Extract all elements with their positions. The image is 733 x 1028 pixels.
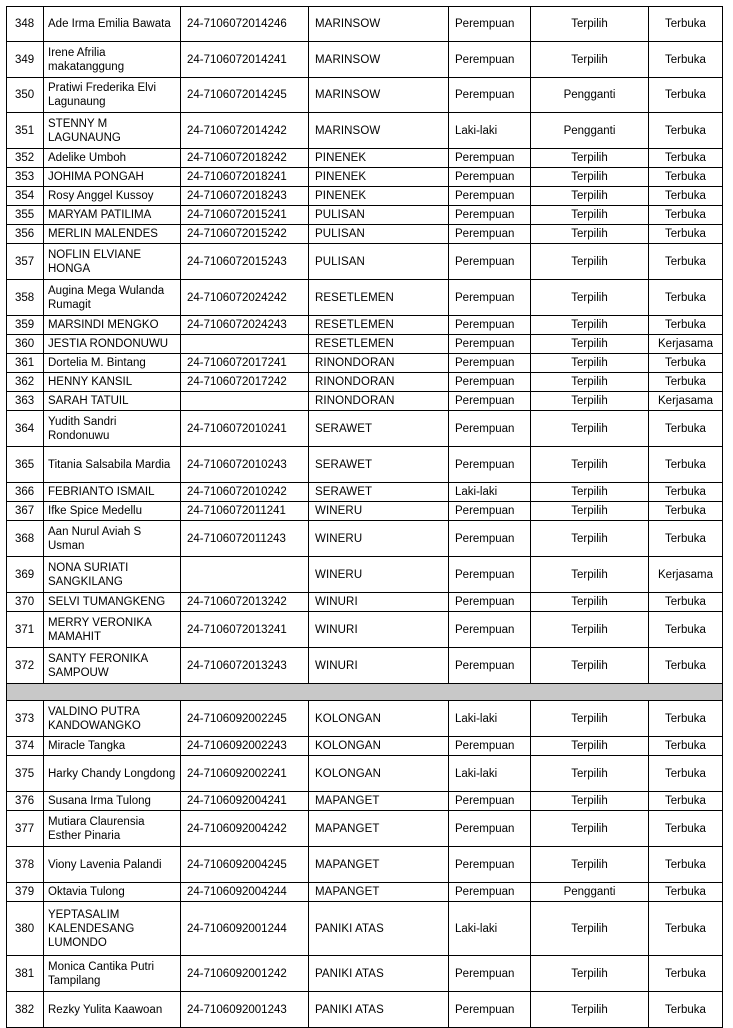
village-name-cell: RESETLEMEN xyxy=(309,335,449,354)
row-number-cell: 372 xyxy=(7,648,44,684)
participant-id-cell: 24-7106072014245 xyxy=(181,78,309,113)
row-number-cell: 354 xyxy=(7,187,44,206)
participant-id-cell xyxy=(181,392,309,411)
participant-id-cell: 24-7106072014241 xyxy=(181,42,309,78)
gender-cell: Perempuan xyxy=(449,316,531,335)
row-number-cell: 363 xyxy=(7,392,44,411)
selection-status-cell: Terpilih xyxy=(531,411,649,447)
participant-name-cell: Dortelia M. Bintang xyxy=(44,354,181,373)
participant-name-cell: Adelike Umboh xyxy=(44,149,181,168)
gender-cell: Laki-laki xyxy=(449,113,531,149)
participant-name-cell: NONA SURIATI SANGKILANG xyxy=(44,557,181,593)
selection-status-cell: Terpilih xyxy=(531,847,649,883)
registration-type-cell: Terbuka xyxy=(649,244,723,280)
village-name-cell: KOLONGAN xyxy=(309,756,449,792)
selection-status-cell: Terpilih xyxy=(531,373,649,392)
village-name-cell: RESETLEMEN xyxy=(309,316,449,335)
participant-name-cell: STENNY M LAGUNAUNG xyxy=(44,113,181,149)
participant-id-cell: 24-7106072011241 xyxy=(181,502,309,521)
table-row xyxy=(7,244,723,280)
table-row xyxy=(7,7,723,42)
registration-type-cell: Terbuka xyxy=(649,354,723,373)
village-name-cell: SERAWET xyxy=(309,411,449,447)
selection-status-cell: Terpilih xyxy=(531,521,649,557)
participant-name-cell: SELVI TUMANGKENG xyxy=(44,593,181,612)
selection-status-cell: Terpilih xyxy=(531,483,649,502)
selection-status-cell: Terpilih xyxy=(531,756,649,792)
participant-id-cell: 24-7106092004244 xyxy=(181,883,309,902)
gender-cell: Laki-laki xyxy=(449,701,531,737)
village-name-cell: PINENEK xyxy=(309,149,449,168)
selection-status-cell: Terpilih xyxy=(531,992,649,1028)
registration-type-cell: Terbuka xyxy=(649,7,723,42)
participant-id-cell: 24-7106092002243 xyxy=(181,737,309,756)
selection-status-cell: Terpilih xyxy=(531,701,649,737)
participant-id-cell: 24-7106092001242 xyxy=(181,956,309,992)
selection-status-cell: Terpilih xyxy=(531,7,649,42)
registration-type-cell: Terbuka xyxy=(649,648,723,684)
participant-id-cell: 24-7106072024242 xyxy=(181,280,309,316)
participant-name-cell: Augina Mega Wulanda Rumagit xyxy=(44,280,181,316)
participant-name-cell: Ifke Spice Medellu xyxy=(44,502,181,521)
village-name-cell: WINERU xyxy=(309,521,449,557)
participant-id-cell: 24-7106072014242 xyxy=(181,113,309,149)
participant-name-cell: FEBRIANTO ISMAIL xyxy=(44,483,181,502)
gender-cell: Perempuan xyxy=(449,354,531,373)
table-row xyxy=(7,168,723,187)
row-number-cell: 367 xyxy=(7,502,44,521)
village-name-cell: PANIKI ATAS xyxy=(309,992,449,1028)
registration-type-cell: Terbuka xyxy=(649,168,723,187)
participant-id-cell: 24-7106072015243 xyxy=(181,244,309,280)
registration-type-cell: Terbuka xyxy=(649,883,723,902)
participant-id-cell: 24-7106092001243 xyxy=(181,992,309,1028)
selection-status-cell: Terpilih xyxy=(531,557,649,593)
participant-id-cell: 24-7106072010243 xyxy=(181,447,309,483)
participant-name-cell: MERLIN MALENDES xyxy=(44,225,181,244)
gender-cell: Perempuan xyxy=(449,42,531,78)
participant-id-cell: 24-7106072024243 xyxy=(181,316,309,335)
selection-status-cell: Terpilih xyxy=(531,149,649,168)
selection-status-cell: Terpilih xyxy=(531,447,649,483)
row-number-cell: 377 xyxy=(7,811,44,847)
table-row xyxy=(7,701,723,737)
selection-status-cell: Terpilih xyxy=(531,354,649,373)
participant-name-cell: YEPTASALIM KALENDESANG LUMONDO xyxy=(44,902,181,956)
registration-type-cell: Terbuka xyxy=(649,42,723,78)
registration-type-cell: Terbuka xyxy=(649,792,723,811)
registration-type-cell: Terbuka xyxy=(649,187,723,206)
village-name-cell: RESETLEMEN xyxy=(309,280,449,316)
row-number-cell: 364 xyxy=(7,411,44,447)
participant-id-cell: 24-7106092004242 xyxy=(181,811,309,847)
selection-status-cell: Terpilih xyxy=(531,206,649,225)
selection-status-cell: Terpilih xyxy=(531,335,649,354)
gender-cell: Perempuan xyxy=(449,225,531,244)
registration-type-cell: Terbuka xyxy=(649,956,723,992)
table-row xyxy=(7,847,723,883)
table-row xyxy=(7,883,723,902)
selection-status-cell: Terpilih xyxy=(531,737,649,756)
participant-name-cell: Oktavia Tulong xyxy=(44,883,181,902)
participant-id-cell: 24-7106072014246 xyxy=(181,7,309,42)
registration-type-cell: Terbuka xyxy=(649,373,723,392)
participant-name-cell: Monica Cantika Putri Tampilang xyxy=(44,956,181,992)
gender-cell: Perempuan xyxy=(449,521,531,557)
table-row xyxy=(7,225,723,244)
row-number-cell: 357 xyxy=(7,244,44,280)
village-name-cell: SERAWET xyxy=(309,447,449,483)
gender-cell: Perempuan xyxy=(449,557,531,593)
selection-status-cell: Terpilih xyxy=(531,392,649,411)
participant-name-cell: MERRY VERONIKA MAMAHIT xyxy=(44,612,181,648)
row-number-cell: 362 xyxy=(7,373,44,392)
participant-id-cell: 24-7106072013243 xyxy=(181,648,309,684)
registration-type-cell: Terbuka xyxy=(649,149,723,168)
participant-name-cell: Mutiara Claurensia Esther Pinaria xyxy=(44,811,181,847)
table-row xyxy=(7,447,723,483)
registration-type-cell: Terbuka xyxy=(649,113,723,149)
village-name-cell: PINENEK xyxy=(309,187,449,206)
row-number-cell: 382 xyxy=(7,992,44,1028)
gender-cell: Perempuan xyxy=(449,792,531,811)
registration-type-cell: Terbuka xyxy=(649,502,723,521)
participant-id-cell: 24-7106092002245 xyxy=(181,701,309,737)
row-number-cell: 351 xyxy=(7,113,44,149)
registration-type-cell: Terbuka xyxy=(649,225,723,244)
table-row xyxy=(7,521,723,557)
village-name-cell: WINURI xyxy=(309,593,449,612)
participant-id-cell: 24-7106072011243 xyxy=(181,521,309,557)
row-number-cell: 370 xyxy=(7,593,44,612)
table-row xyxy=(7,78,723,113)
row-number-cell: 356 xyxy=(7,225,44,244)
gender-cell: Perempuan xyxy=(449,593,531,612)
selection-status-cell: Terpilih xyxy=(531,316,649,335)
gender-cell: Perempuan xyxy=(449,187,531,206)
table-row xyxy=(7,557,723,593)
table-row xyxy=(7,612,723,648)
row-number-cell: 365 xyxy=(7,447,44,483)
registration-type-cell: Kerjasama xyxy=(649,392,723,411)
gender-cell: Perempuan xyxy=(449,447,531,483)
selection-status-cell: Terpilih xyxy=(531,42,649,78)
registration-type-cell: Terbuka xyxy=(649,206,723,225)
village-name-cell: WINERU xyxy=(309,502,449,521)
registration-type-cell: Terbuka xyxy=(649,593,723,612)
selection-status-cell: Pengganti xyxy=(531,78,649,113)
gender-cell: Perempuan xyxy=(449,206,531,225)
selection-status-cell: Terpilih xyxy=(531,187,649,206)
village-name-cell: MAPANGET xyxy=(309,811,449,847)
row-number-cell: 349 xyxy=(7,42,44,78)
row-number-cell: 375 xyxy=(7,756,44,792)
participant-name-cell: Susana Irma Tulong xyxy=(44,792,181,811)
gender-cell: Laki-laki xyxy=(449,483,531,502)
row-number-cell: 350 xyxy=(7,78,44,113)
participant-name-cell: Aan Nurul Aviah S Usman xyxy=(44,521,181,557)
village-name-cell: RINONDORAN xyxy=(309,392,449,411)
row-number-cell: 358 xyxy=(7,280,44,316)
participant-id-cell: 24-7106092002241 xyxy=(181,756,309,792)
participant-name-cell: MARSINDI MENGKO xyxy=(44,316,181,335)
table-row xyxy=(7,593,723,612)
gender-cell: Perempuan xyxy=(449,847,531,883)
registration-type-cell: Terbuka xyxy=(649,701,723,737)
table-row xyxy=(7,280,723,316)
table-row xyxy=(7,483,723,502)
gender-cell: Perempuan xyxy=(449,168,531,187)
village-name-cell: SERAWET xyxy=(309,483,449,502)
gender-cell: Perempuan xyxy=(449,956,531,992)
village-name-cell: RINONDORAN xyxy=(309,354,449,373)
participant-name-cell: Rezky Yulita Kaawoan xyxy=(44,992,181,1028)
gender-cell: Perempuan xyxy=(449,992,531,1028)
participant-id-cell xyxy=(181,335,309,354)
participant-table xyxy=(6,6,723,1028)
participant-name-cell: Miracle Tangka xyxy=(44,737,181,756)
participant-id-cell: 24-7106072010242 xyxy=(181,483,309,502)
registration-type-cell: Terbuka xyxy=(649,447,723,483)
gender-cell: Perempuan xyxy=(449,335,531,354)
row-number-cell: 366 xyxy=(7,483,44,502)
participant-name-cell: NOFLIN ELVIANE HONGA xyxy=(44,244,181,280)
registration-type-cell: Terbuka xyxy=(649,992,723,1028)
table-row xyxy=(7,811,723,847)
row-number-cell: 374 xyxy=(7,737,44,756)
registration-type-cell: Terbuka xyxy=(649,612,723,648)
selection-status-cell: Pengganti xyxy=(531,883,649,902)
village-name-cell: PULISAN xyxy=(309,244,449,280)
gender-cell: Perempuan xyxy=(449,373,531,392)
registration-type-cell: Terbuka xyxy=(649,483,723,502)
village-name-cell: PANIKI ATAS xyxy=(309,902,449,956)
gender-cell: Laki-laki xyxy=(449,756,531,792)
participant-id-cell: 24-7106072018243 xyxy=(181,187,309,206)
participant-id-cell: 24-7106072010241 xyxy=(181,411,309,447)
registration-type-cell: Terbuka xyxy=(649,280,723,316)
participant-id-cell: 24-7106072018241 xyxy=(181,168,309,187)
participant-name-cell: SANTY FERONIKA SAMPOUW xyxy=(44,648,181,684)
gender-cell: Perempuan xyxy=(449,7,531,42)
row-number-cell: 360 xyxy=(7,335,44,354)
participant-name-cell: SARAH TATUIL xyxy=(44,392,181,411)
table-row xyxy=(7,113,723,149)
participant-name-cell: Viony Lavenia Palandi xyxy=(44,847,181,883)
participant-name-cell: Rosy Anggel Kussoy xyxy=(44,187,181,206)
village-name-cell: WINURI xyxy=(309,612,449,648)
row-number-cell: 378 xyxy=(7,847,44,883)
participant-id-cell: 24-7106072018242 xyxy=(181,149,309,168)
gender-cell: Perempuan xyxy=(449,78,531,113)
selection-status-cell: Terpilih xyxy=(531,792,649,811)
table-row xyxy=(7,792,723,811)
participant-id-cell: 24-7106072015241 xyxy=(181,206,309,225)
table-row xyxy=(7,316,723,335)
table-row xyxy=(7,354,723,373)
selection-status-cell: Pengganti xyxy=(531,113,649,149)
registration-type-cell: Terbuka xyxy=(649,316,723,335)
table-row xyxy=(7,992,723,1028)
gender-cell: Perempuan xyxy=(449,737,531,756)
participant-id-cell: 24-7106072017242 xyxy=(181,373,309,392)
row-number-cell: 361 xyxy=(7,354,44,373)
village-name-cell: KOLONGAN xyxy=(309,701,449,737)
table-row xyxy=(7,206,723,225)
row-number-cell: 381 xyxy=(7,956,44,992)
row-number-cell: 376 xyxy=(7,792,44,811)
participant-name-cell: HENNY KANSIL xyxy=(44,373,181,392)
gender-cell: Perempuan xyxy=(449,648,531,684)
gender-cell: Perempuan xyxy=(449,612,531,648)
row-number-cell: 359 xyxy=(7,316,44,335)
village-name-cell: PULISAN xyxy=(309,206,449,225)
participant-id-cell: 24-7106072015242 xyxy=(181,225,309,244)
participant-id-cell: 24-7106092004245 xyxy=(181,847,309,883)
selection-status-cell: Terpilih xyxy=(531,280,649,316)
registration-type-cell: Terbuka xyxy=(649,811,723,847)
participant-name-cell: VALDINO PUTRA KANDOWANGKO xyxy=(44,701,181,737)
participant-id-cell: 24-7106092001244 xyxy=(181,902,309,956)
village-name-cell: MARINSOW xyxy=(309,42,449,78)
registration-type-cell: Terbuka xyxy=(649,737,723,756)
selection-status-cell: Terpilih xyxy=(531,612,649,648)
gender-cell: Laki-laki xyxy=(449,902,531,956)
row-number-cell: 371 xyxy=(7,612,44,648)
village-name-cell: MAPANGET xyxy=(309,883,449,902)
row-number-cell: 368 xyxy=(7,521,44,557)
table-row xyxy=(7,502,723,521)
gender-cell: Perempuan xyxy=(449,811,531,847)
village-name-cell: MARINSOW xyxy=(309,7,449,42)
table-row xyxy=(7,737,723,756)
gender-cell: Perempuan xyxy=(449,149,531,168)
section-separator-row xyxy=(7,684,723,701)
table-body-bottom xyxy=(7,701,723,1028)
row-number-cell: 373 xyxy=(7,701,44,737)
village-name-cell: MARINSOW xyxy=(309,113,449,149)
participant-name-cell: Harky Chandy Longdong xyxy=(44,756,181,792)
table-row xyxy=(7,187,723,206)
table-separator-body xyxy=(7,684,723,701)
section-separator-cell xyxy=(7,684,723,701)
participant-name-cell: Ade Irma Emilia Bawata xyxy=(44,7,181,42)
row-number-cell: 369 xyxy=(7,557,44,593)
gender-cell: Perempuan xyxy=(449,883,531,902)
registration-type-cell: Terbuka xyxy=(649,411,723,447)
table-row xyxy=(7,392,723,411)
selection-status-cell: Terpilih xyxy=(531,593,649,612)
participant-name-cell: Pratiwi Frederika Elvi Lagunaung xyxy=(44,78,181,113)
gender-cell: Perempuan xyxy=(449,280,531,316)
village-name-cell: PINENEK xyxy=(309,168,449,187)
participant-name-cell: Irene Afrilia makatanggung xyxy=(44,42,181,78)
registration-type-cell: Terbuka xyxy=(649,521,723,557)
village-name-cell: PULISAN xyxy=(309,225,449,244)
participant-name-cell: Titania Salsabila Mardia xyxy=(44,447,181,483)
participant-name-cell: MARYAM PATILIMA xyxy=(44,206,181,225)
table-row xyxy=(7,149,723,168)
participant-name-cell: JOHIMA PONGAH xyxy=(44,168,181,187)
selection-status-cell: Terpilih xyxy=(531,956,649,992)
selection-status-cell: Terpilih xyxy=(531,811,649,847)
village-name-cell: WINURI xyxy=(309,648,449,684)
registration-type-cell: Terbuka xyxy=(649,847,723,883)
gender-cell: Perempuan xyxy=(449,411,531,447)
table-row xyxy=(7,373,723,392)
registration-type-cell: Kerjasama xyxy=(649,335,723,354)
participant-id-cell xyxy=(181,557,309,593)
selection-status-cell: Terpilih xyxy=(531,225,649,244)
village-name-cell: PANIKI ATAS xyxy=(309,956,449,992)
table-row xyxy=(7,411,723,447)
selection-status-cell: Terpilih xyxy=(531,244,649,280)
row-number-cell: 380 xyxy=(7,902,44,956)
village-name-cell: MARINSOW xyxy=(309,78,449,113)
participant-id-cell: 24-7106072013242 xyxy=(181,593,309,612)
participant-name-cell: JESTIA RONDONUWU xyxy=(44,335,181,354)
gender-cell: Perempuan xyxy=(449,502,531,521)
selection-status-cell: Terpilih xyxy=(531,902,649,956)
row-number-cell: 353 xyxy=(7,168,44,187)
registration-type-cell: Terbuka xyxy=(649,902,723,956)
village-name-cell: KOLONGAN xyxy=(309,737,449,756)
participant-id-cell: 24-7106092004241 xyxy=(181,792,309,811)
table-body-top xyxy=(7,7,723,684)
participant-id-cell: 24-7106072013241 xyxy=(181,612,309,648)
row-number-cell: 348 xyxy=(7,7,44,42)
table-row xyxy=(7,956,723,992)
participant-id-cell: 24-7106072017241 xyxy=(181,354,309,373)
participant-name-cell: Yudith Sandri Rondonuwu xyxy=(44,411,181,447)
registration-type-cell: Terbuka xyxy=(649,78,723,113)
row-number-cell: 352 xyxy=(7,149,44,168)
table-row xyxy=(7,648,723,684)
selection-status-cell: Terpilih xyxy=(531,168,649,187)
village-name-cell: MAPANGET xyxy=(309,792,449,811)
table-row xyxy=(7,335,723,354)
table-row xyxy=(7,902,723,956)
registration-type-cell: Kerjasama xyxy=(649,557,723,593)
village-name-cell: MAPANGET xyxy=(309,847,449,883)
table-row xyxy=(7,42,723,78)
gender-cell: Perempuan xyxy=(449,392,531,411)
gender-cell: Perempuan xyxy=(449,244,531,280)
table-row xyxy=(7,756,723,792)
selection-status-cell: Terpilih xyxy=(531,648,649,684)
village-name-cell: RINONDORAN xyxy=(309,373,449,392)
row-number-cell: 355 xyxy=(7,206,44,225)
selection-status-cell: Terpilih xyxy=(531,502,649,521)
registration-type-cell: Terbuka xyxy=(649,756,723,792)
village-name-cell: WINERU xyxy=(309,557,449,593)
row-number-cell: 379 xyxy=(7,883,44,902)
